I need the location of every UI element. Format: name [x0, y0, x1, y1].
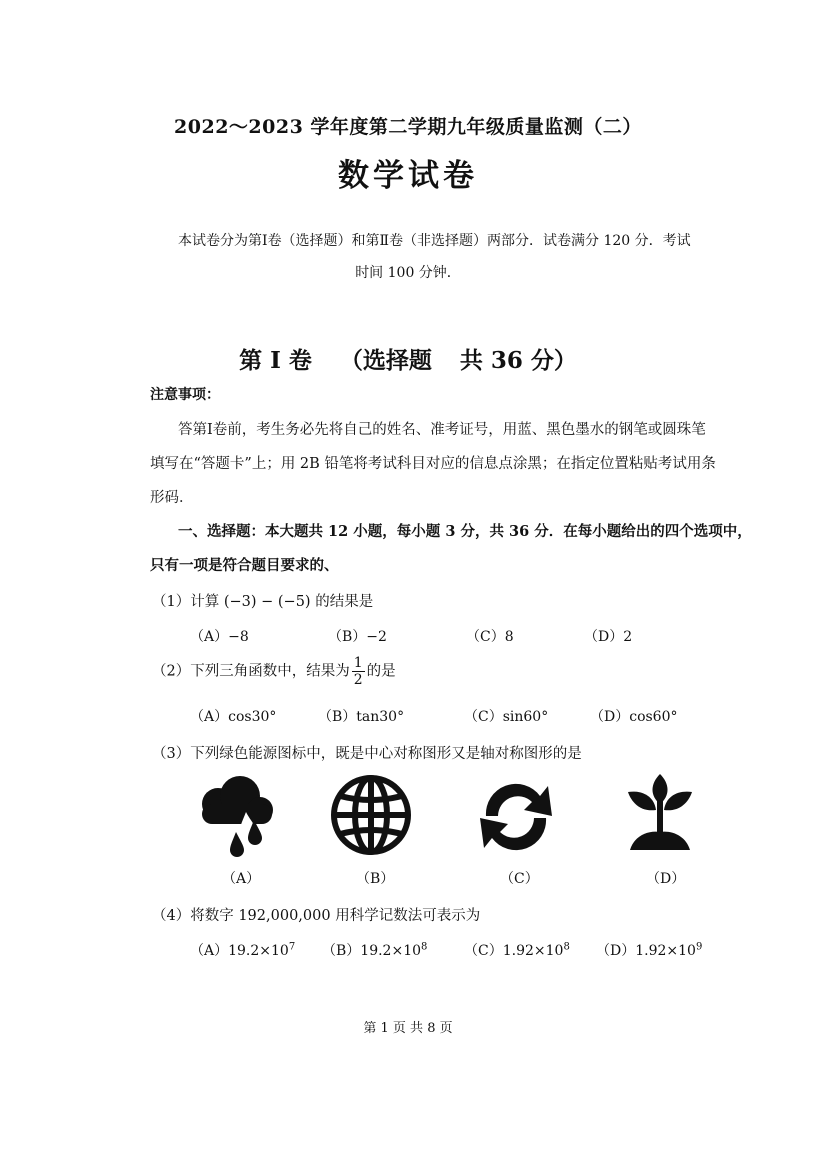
- question-4-option-a: [190, 940, 295, 960]
- option-a-exponent: 7: [288, 941, 296, 953]
- option-b-exponent: 8: [421, 941, 428, 953]
- question-1-stem: （1）计算 (−3) − (−5) 的结果是: [152, 594, 374, 610]
- option-a-base: （A）19.2×10: [190, 943, 289, 959]
- option-b-base: （B）19.2×10: [322, 943, 422, 959]
- question-2-stem-post: 的是: [366, 663, 396, 680]
- page-footer: 第 1 页 共 8 页: [363, 1021, 453, 1036]
- notice-title: 注意事项：: [150, 387, 220, 403]
- fraction-numerator: 1: [353, 655, 363, 671]
- fraction-one-half: [352, 655, 365, 688]
- question-2-option-b: （B）tan30°: [318, 709, 405, 725]
- option-c-exponent: 8: [563, 941, 570, 953]
- question-4-stem: （4）将数字 192,000,000 用科学记数法可表示为: [152, 908, 481, 924]
- part-one-instructions: [178, 520, 752, 541]
- question-2-stem-pre: （2）下列三角函数中，结果为: [152, 663, 350, 680]
- part-one-line-2: 只有一项是符合题目要求的、: [150, 557, 339, 574]
- question-4-option-b: [322, 940, 427, 960]
- option-d-base: （D）1.92×10: [596, 943, 696, 959]
- question-4-option-d: [596, 940, 702, 960]
- question-3-stem: （3）下列绿色能源图标中，既是中心对称图形又是轴对称图形的是: [152, 746, 582, 762]
- recycle-arrows-icon: [470, 772, 562, 862]
- section-heading: [0, 342, 816, 375]
- notice-line-3: 形码．: [150, 490, 194, 506]
- globe-icon: [328, 772, 414, 858]
- icon-label-b: （B）: [356, 871, 395, 887]
- question-1-option-c: （C）8: [466, 629, 514, 645]
- sprout-icon: [622, 770, 698, 858]
- exam-title: 2022～2023 学年度第二学期九年级质量监测（二）: [174, 116, 642, 138]
- cloud-rain-icon: [190, 772, 280, 862]
- question-2-option-c: （C）sin60°: [464, 709, 549, 725]
- fraction-denominator: 2: [353, 672, 363, 688]
- notice-line-2: 填写在“答题卡”上；用 2B 铅笔将考试科目对应的信息点涂黑；在指定位置粘贴考试用条: [150, 456, 716, 472]
- option-d-exponent: 9: [695, 941, 703, 953]
- question-1-option-d: （D）2: [584, 629, 633, 645]
- question-2-stem: [152, 655, 396, 688]
- question-2-option-d: （D）cos60°: [590, 709, 678, 725]
- part-one-line-1: 一、选择题：本大题共 12 小题，每小题 3 分，共 36 分．在每小题给出的四个选项中，: [178, 523, 752, 540]
- intro-line-1: 本试卷分为第Ⅰ卷（选择题）和第Ⅱ卷（非选择题）两部分．试卷满分 120 分．考试: [178, 233, 691, 249]
- section-type-label: （选择题: [339, 347, 432, 374]
- icon-label-c: （C）: [500, 871, 539, 887]
- question-1-option-b: （B）−2: [328, 629, 387, 645]
- section-score-label: 共 36 分）: [459, 347, 577, 374]
- notice-line-1: 答第Ⅰ卷前，考生务必先将自己的姓名、准考证号，用蓝、黑色墨水的钢笔或圆珠笔: [178, 422, 706, 438]
- question-4-option-c: [464, 940, 570, 960]
- question-2-option-a: （A）cos30°: [190, 709, 277, 725]
- section-part-label: 第 Ⅰ 卷: [239, 347, 312, 374]
- subject-title: 数学试卷: [338, 158, 478, 194]
- icon-label-a: （A）: [222, 871, 261, 887]
- question-1-option-a: （A）−8: [190, 629, 249, 645]
- icon-label-d: （D）: [646, 871, 686, 887]
- option-c-base: （C）1.92×10: [464, 943, 564, 959]
- intro-line-2: 时间 100 分钟．: [355, 265, 461, 281]
